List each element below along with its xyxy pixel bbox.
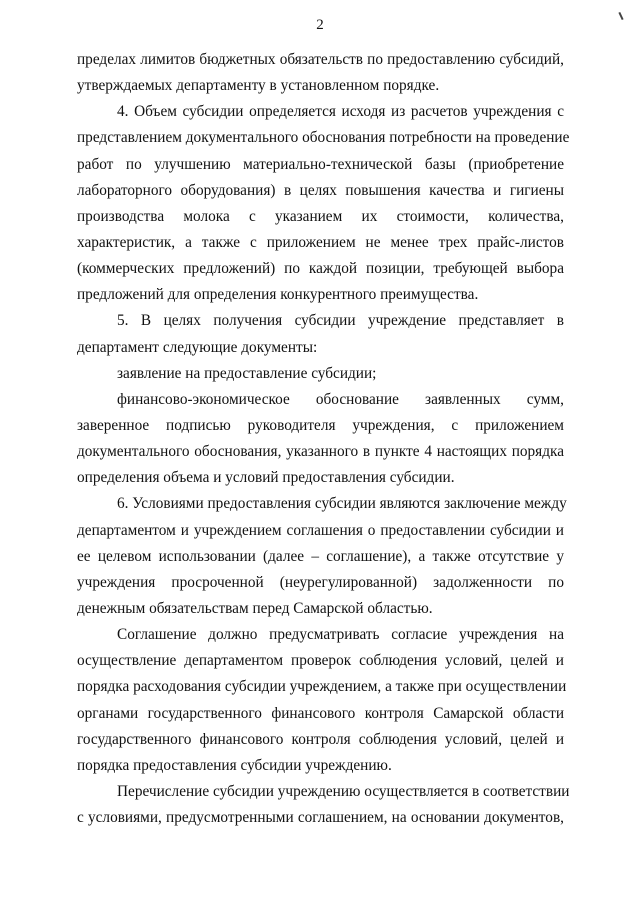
paragraph (77, 308, 564, 360)
text-line: финансово-экономическое обоснование заявленных сумм, (117, 390, 564, 408)
paragraph (77, 779, 570, 831)
text-line: департамент следующие документы: (77, 338, 318, 356)
text-line: работ по улучшению материально-технической базы (приобретение (77, 155, 564, 173)
text-line: порядка предоставления субсидии учреждению. (77, 756, 392, 774)
text-line: осуществление департаментом проверок соблюдения условий, целей и (77, 652, 564, 670)
text-line: (коммерческих предложений) по каждой позиции, требующей выбора (77, 260, 564, 278)
paragraph (77, 387, 564, 492)
text-line: лабораторного оборудования) в целях повышения качества и гигиены (77, 181, 564, 199)
text-line: производства молока с указанием их стоимости, количества, (77, 207, 564, 225)
text-line: утверждаемых департаменту в установленном порядке. (77, 77, 440, 95)
text-line: представлением документального обоснования потребности на проведение (77, 129, 570, 147)
text-line: ее целевом использовании (далее – соглашение), а также отсутствие у (77, 547, 564, 565)
page-number: 2 (316, 17, 324, 33)
document-body (77, 47, 570, 831)
paragraph (77, 622, 567, 779)
text-line: определения объема и условий предоставления субсидии. (77, 469, 455, 487)
text-line: 4. Объем субсидии определяется исходя из расчетов учреждения с (117, 103, 564, 121)
text-line: 5. В целях получения субсидии учреждение представляет в (117, 312, 564, 330)
text-line: характеристик, а также с приложением не менее трех прайс-листов (77, 233, 564, 251)
text-line: порядка расходования субсидии учреждением, а также при осуществлении (77, 678, 567, 696)
text-line: органами государственного финансового контроля Самарской области (77, 704, 564, 722)
text-line: Перечисление субсидии учреждению осуществляется в соответствии (117, 782, 570, 800)
paragraph (77, 99, 570, 308)
text-line: государственного финансового контроля соблюдения условий, целей и (77, 730, 564, 748)
text-line: 6. Условиями предоставления субсидии являются заключение между (117, 495, 567, 513)
text-line: с условиями, предусмотренными соглашением, на основании документов, (77, 809, 564, 827)
text-line: департаментом и учреждением соглашения о предоставлении субсидии и (77, 521, 564, 539)
text-line: заверенное подписью руководителя учреждения, с приложением (77, 416, 564, 434)
paragraph (77, 491, 567, 622)
text-line: Соглашение должно предусматривать согласие учреждения на (117, 626, 564, 644)
text-line: документального обоснования, указанного в пункте 4 настоящих порядка (77, 443, 564, 461)
paragraph (77, 47, 564, 99)
paragraph (77, 361, 564, 387)
text-line: учреждения просроченной (неурегулированной) задолженности по (77, 573, 564, 591)
text-line: пределах лимитов бюджетных обязательств по предоставлению субсидий, (77, 51, 564, 68)
text-line: денежным обязательствам перед Самарской областью. (77, 599, 433, 617)
text-line: предложений для определения конкурентного преимущества. (77, 286, 479, 304)
text-line: заявление на предоставление субсидии; (117, 364, 377, 382)
